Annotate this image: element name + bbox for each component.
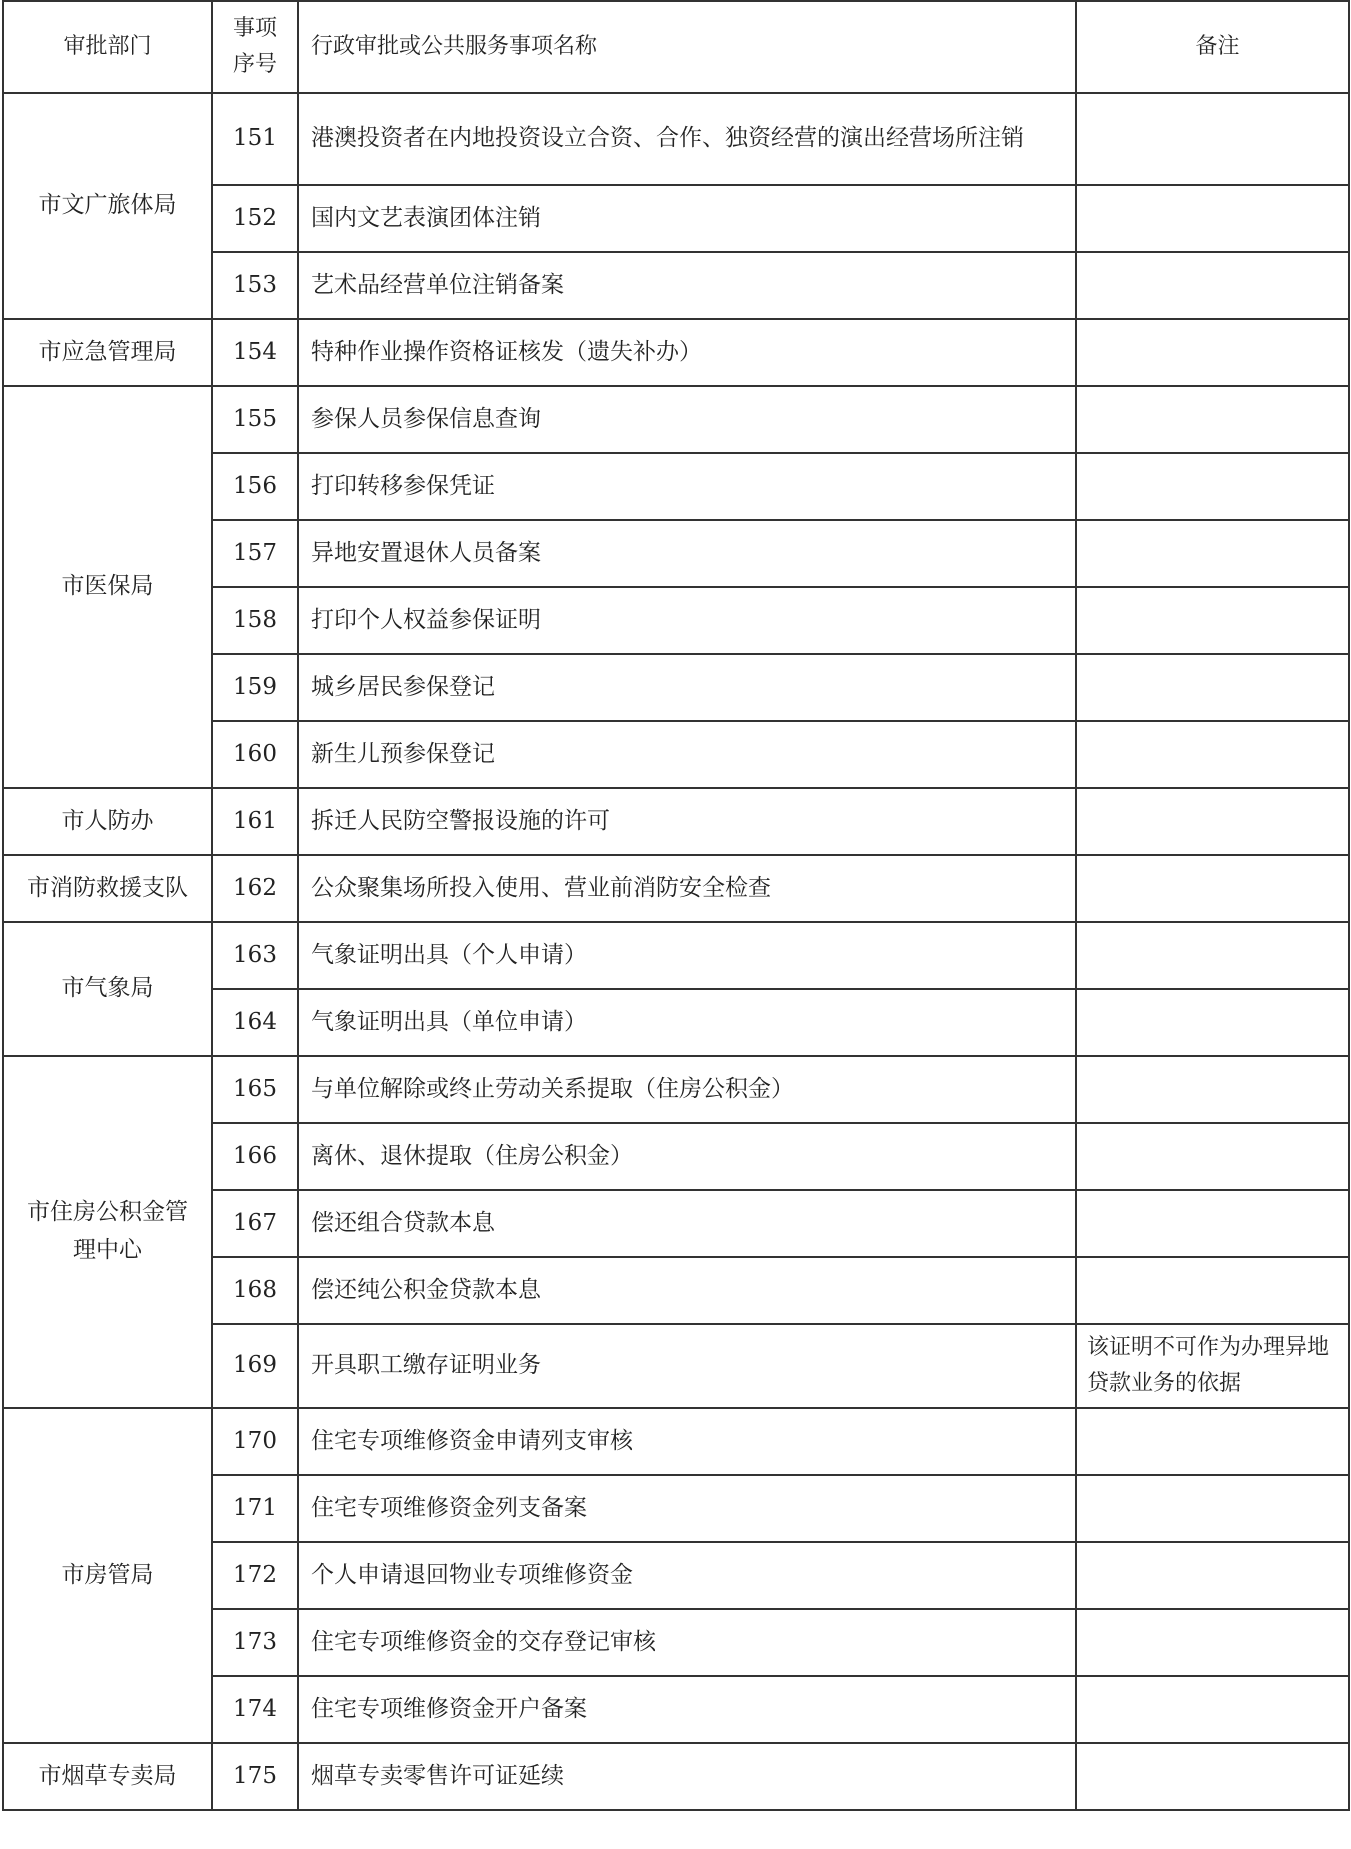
- table-row: [3, 922, 1349, 989]
- item-note: [1076, 654, 1349, 721]
- item-num: 172: [212, 1542, 298, 1609]
- item-num: 166: [212, 1123, 298, 1190]
- item-name: 异地安置退休人员备案: [298, 520, 1076, 587]
- item-note: [1076, 453, 1349, 520]
- item-note: [1076, 1475, 1349, 1542]
- item-name: 公众聚集场所投入使用、营业前消防安全检查: [298, 855, 1076, 922]
- item-name: 艺术品经营单位注销备案: [298, 252, 1076, 319]
- item-name: 住宅专项维修资金开户备案: [298, 1676, 1076, 1743]
- item-note: [1076, 788, 1349, 855]
- item-num: 158: [212, 587, 298, 654]
- table-row: [3, 93, 1349, 185]
- item-num: 168: [212, 1257, 298, 1324]
- table-row: [3, 788, 1349, 855]
- table-row: [3, 855, 1349, 922]
- item-num: 173: [212, 1609, 298, 1676]
- dept-cell: 市房管局: [3, 1408, 212, 1743]
- item-num: 162: [212, 855, 298, 922]
- item-name: 参保人员参保信息查询: [298, 386, 1076, 453]
- table-row: [3, 386, 1349, 453]
- item-note: [1076, 386, 1349, 453]
- item-note: [1076, 1743, 1349, 1810]
- item-name: 偿还组合贷款本息: [298, 1190, 1076, 1257]
- item-name: 特种作业操作资格证核发（遗失补办）: [298, 319, 1076, 386]
- item-num: 152: [212, 185, 298, 252]
- header-num-line1: 事项: [232, 15, 277, 41]
- item-name: 打印个人权益参保证明: [298, 587, 1076, 654]
- table-row: [3, 1408, 1349, 1475]
- item-num: 167: [212, 1190, 298, 1257]
- dept-cell: 市医保局: [3, 386, 212, 788]
- item-note: [1076, 922, 1349, 989]
- item-name: 住宅专项维修资金申请列支审核: [298, 1408, 1076, 1475]
- dept-cell: 市气象局: [3, 922, 212, 1056]
- table-row: [3, 1056, 1349, 1123]
- item-note: [1076, 319, 1349, 386]
- item-note: [1076, 587, 1349, 654]
- item-name: 气象证明出具（个人申请）: [298, 922, 1076, 989]
- item-note: [1076, 989, 1349, 1056]
- table-row: [3, 1743, 1349, 1810]
- dept-cell: 市应急管理局: [3, 319, 212, 386]
- item-num: 163: [212, 922, 298, 989]
- item-note: [1076, 1190, 1349, 1257]
- item-note: [1076, 1123, 1349, 1190]
- item-name: 开具职工缴存证明业务: [298, 1324, 1076, 1408]
- item-num: 170: [212, 1408, 298, 1475]
- item-note: [1076, 855, 1349, 922]
- item-note: 该证明不可作为办理异地贷款业务的依据: [1076, 1324, 1349, 1408]
- dept-cell: 市文广旅体局: [3, 93, 212, 319]
- item-num: 157: [212, 520, 298, 587]
- dept-cell: 市住房公积金管理中心: [3, 1056, 212, 1408]
- header-name: 行政审批或公共服务事项名称: [298, 1, 1076, 93]
- item-num: 151: [212, 93, 298, 185]
- item-note: [1076, 1676, 1349, 1743]
- item-name: 偿还纯公积金贷款本息: [298, 1257, 1076, 1324]
- item-num: 164: [212, 989, 298, 1056]
- item-note: [1076, 520, 1349, 587]
- item-name: 气象证明出具（单位申请）: [298, 989, 1076, 1056]
- table-header-row: [3, 1, 1349, 93]
- item-name: 城乡居民参保登记: [298, 654, 1076, 721]
- item-num: 155: [212, 386, 298, 453]
- header-num: [212, 1, 298, 93]
- item-name: 烟草专卖零售许可证延续: [298, 1743, 1076, 1810]
- item-name: 住宅专项维修资金的交存登记审核: [298, 1609, 1076, 1676]
- table-row: [3, 319, 1349, 386]
- item-note: [1076, 1056, 1349, 1123]
- table-body: [3, 93, 1349, 1810]
- header-dept: 审批部门: [3, 1, 212, 93]
- item-name: 打印转移参保凭证: [298, 453, 1076, 520]
- header-note: 备注: [1076, 1, 1349, 93]
- item-num: 153: [212, 252, 298, 319]
- item-note: [1076, 721, 1349, 788]
- item-note: [1076, 1609, 1349, 1676]
- dept-cell: 市人防办: [3, 788, 212, 855]
- item-name: 拆迁人民防空警报设施的许可: [298, 788, 1076, 855]
- item-num: 174: [212, 1676, 298, 1743]
- item-num: 165: [212, 1056, 298, 1123]
- approval-items-table: [2, 0, 1350, 1811]
- item-name: 与单位解除或终止劳动关系提取（住房公积金）: [298, 1056, 1076, 1123]
- item-name: 国内文艺表演团体注销: [298, 185, 1076, 252]
- item-note: [1076, 252, 1349, 319]
- item-num: 175: [212, 1743, 298, 1810]
- item-name: 个人申请退回物业专项维修资金: [298, 1542, 1076, 1609]
- dept-cell: 市烟草专卖局: [3, 1743, 212, 1810]
- item-num: 156: [212, 453, 298, 520]
- item-note: [1076, 1542, 1349, 1609]
- item-note: [1076, 93, 1349, 185]
- item-num: 160: [212, 721, 298, 788]
- item-num: 161: [212, 788, 298, 855]
- item-num: 154: [212, 319, 298, 386]
- item-note: [1076, 185, 1349, 252]
- header-num-line2: 序号: [232, 52, 277, 77]
- item-name: 新生儿预参保登记: [298, 721, 1076, 788]
- item-num: 169: [212, 1324, 298, 1408]
- item-name: 住宅专项维修资金列支备案: [298, 1475, 1076, 1542]
- item-num: 171: [212, 1475, 298, 1542]
- dept-cell: 市消防救援支队: [3, 855, 212, 922]
- item-note: [1076, 1408, 1349, 1475]
- item-name: 港澳投资者在内地投资设立合资、合作、独资经营的演出经营场所注销: [298, 93, 1076, 185]
- item-name: 离休、退休提取（住房公积金）: [298, 1123, 1076, 1190]
- item-note: [1076, 1257, 1349, 1324]
- item-num: 159: [212, 654, 298, 721]
